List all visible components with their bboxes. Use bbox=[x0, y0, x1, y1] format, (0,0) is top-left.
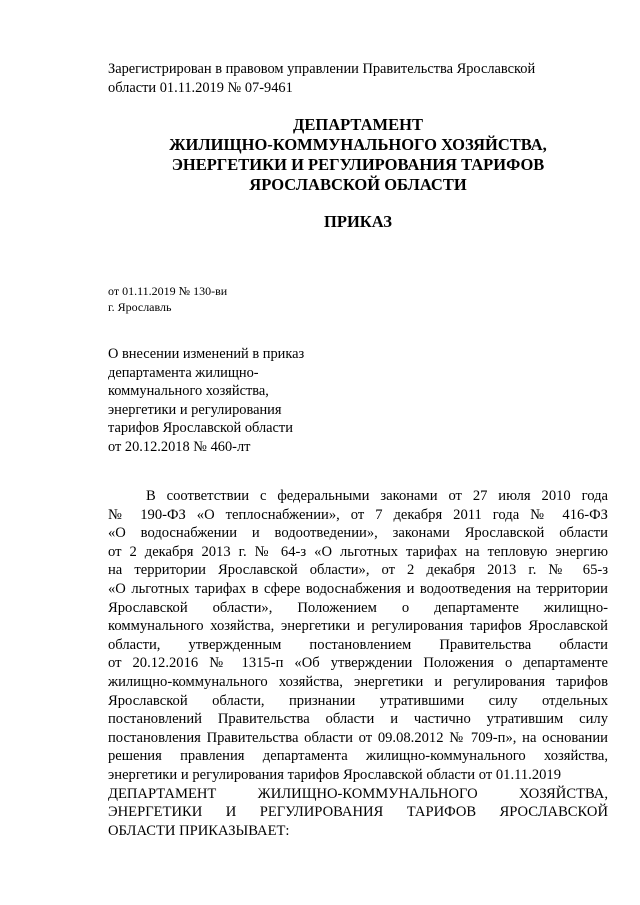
registration-line-2: области 01.11.2019 № 07-9461 bbox=[108, 80, 293, 96]
department-heading-line-3: ЭНЕРГЕТИКИ И РЕГУЛИРОВАНИЯ ТАРИФОВ bbox=[171, 155, 545, 174]
preamble-line: В соответствии с федеральными законами от 27 июля 2010 года bbox=[146, 488, 608, 504]
preamble-line: на территории Ярославской области», от 2 декабря 2013 г. № 65-з bbox=[108, 562, 608, 579]
preamble-line: «О льготных тарифах в сфере водоснабжения и водоотведения на территории bbox=[108, 580, 608, 597]
preamble-line: Ярославской области», Положением о департаменте жилищно- bbox=[108, 599, 608, 616]
order-title: ПРИКАЗ bbox=[324, 212, 392, 231]
preamble-line: энергетики и регулирования тарифов Ярославской области от 01.11.2019 bbox=[108, 766, 562, 783]
preamble-line: от 2 декабря 2013 г. № 64-з «О льготных тарифах на тепловую энергию bbox=[108, 543, 608, 560]
preamble-line: Ярославской области, признании утратившими силу отдельных bbox=[108, 692, 608, 709]
subject-line: тарифов Ярославской области bbox=[108, 420, 293, 437]
subject-line: О внесении изменений в приказ bbox=[108, 346, 305, 362]
preamble-line: № 190-ФЗ «О теплоснабжении», от 7 декабря 2011 года № 416-ФЗ bbox=[108, 506, 608, 523]
preamble-line: жилищно-коммунального хозяйства, энергетики и регулирования тарифов bbox=[108, 673, 608, 690]
preamble-line: области, утвержденным постановлением Правительства области bbox=[108, 636, 608, 653]
department-heading bbox=[108, 115, 608, 195]
department-heading-line-1: ДЕПАРТАМЕНТ bbox=[293, 115, 423, 134]
preamble-line: ДЕПАРТАМЕНТ ЖИЛИЩНО-КОММУНАЛЬНОГО ХОЗЯЙСТВА, bbox=[108, 785, 608, 802]
preamble-line: «О водоснабжении и водоотведении», законами Ярославской области bbox=[108, 525, 608, 542]
department-heading-line-4: ЯРОСЛАВСКОЙ ОБЛАСТИ bbox=[249, 175, 467, 194]
order-date: от 01.11.2019 № 130-ви bbox=[108, 284, 228, 298]
preamble-line: от 20.12.2016 № 1315-п «Об утверждении Положения о департаменте bbox=[108, 655, 608, 672]
registration-note bbox=[108, 60, 568, 98]
subject-line: департамента жилищно- bbox=[108, 364, 259, 381]
preamble-line: постановления Правительства области от 09.08.2012 № 709-п», на основании bbox=[108, 729, 608, 746]
preamble-line: постановлений Правительства области и частично утратившим силу bbox=[108, 711, 608, 728]
department-heading-line-2: ЖИЛИЩНО-КОММУНАЛЬНОГО ХОЗЯЙСТВА, bbox=[169, 135, 547, 154]
subject-line: энергетики и регулирования bbox=[108, 401, 282, 418]
subject-line: коммунального хозяйства, bbox=[108, 383, 269, 400]
preamble-line: коммунального хозяйства, энергетики и регулирования тарифов Ярославской bbox=[108, 618, 608, 635]
preamble-line: ЭНЕРГЕТИКИ И РЕГУЛИРОВАНИЯ ТАРИФОВ ЯРОСЛАВСКОЙ bbox=[108, 804, 608, 821]
registration-line-1: Зарегистрирован в правовом управлении Правительства Ярославской bbox=[108, 61, 536, 77]
subject-line: от 20.12.2018 № 460-лт bbox=[108, 438, 251, 455]
order-preamble bbox=[108, 487, 608, 840]
order-city: г. Ярославль bbox=[108, 300, 172, 314]
preamble-line: ОБЛАСТИ ПРИКАЗЫВАЕТ: bbox=[108, 822, 290, 839]
preamble-line: решения правления департамента жилищно-коммунального хозяйства, bbox=[108, 748, 608, 765]
order-subject bbox=[108, 345, 348, 457]
